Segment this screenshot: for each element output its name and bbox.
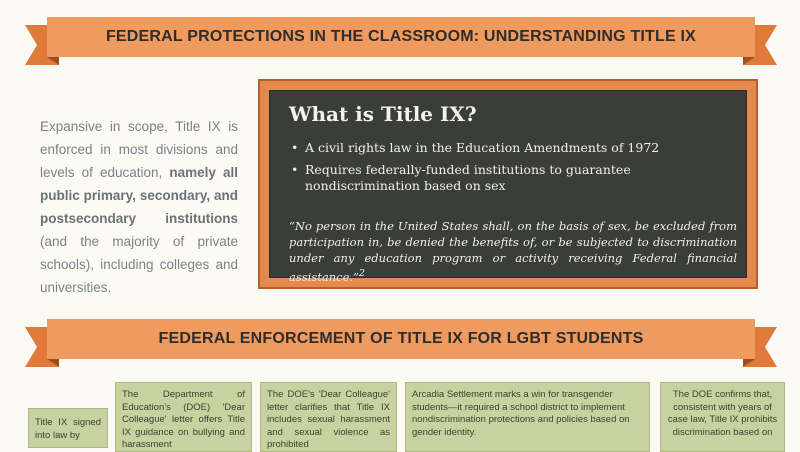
chalkboard	[269, 90, 747, 284]
timeline-card: The DOE confirms that, consistent with years of case law, Title IX prohibits discrimination based on	[660, 382, 785, 452]
section-ribbon-lgbt-enforcement	[25, 319, 777, 367]
quote-footnote: 2	[358, 268, 366, 279]
chalkboard-title: What is Title IX?	[289, 102, 477, 126]
section-ribbon-federal-protections	[25, 17, 777, 65]
timeline-card: Arcadia Settlement marks a win for transgender students—it required a school district to implement nondiscrimination protections and policies based on gender identity.	[405, 382, 650, 452]
timeline-card: The DOE's 'Dear Colleague' letter clarifies that Title IX includes sexual harassment and sexual violence as prohibited	[260, 382, 397, 452]
intro-emphasis-text: namely all public primary, secondary, and postsecondary institutions	[40, 165, 238, 226]
intro-paragraph	[40, 115, 238, 299]
chalkboard-bullet-list	[291, 140, 731, 200]
timeline-card: Title IX signed into law by	[28, 408, 108, 448]
page-title: FEDERAL PROTECTIONS IN THE CLASSROOM: UNDERSTANDING TITLE IX	[105, 28, 697, 45]
quote-text: “No person in the United States shall, on the basis of sex, be excluded from participation in, be denied the benefits of, or be subjected to discrimination under any education program or activity receiving Federal financial assistance.”	[289, 219, 737, 284]
intro-lead-text: Expansive in scope, Title IX is enforced in most divisions and levels of education,	[40, 119, 238, 180]
timeline-card: The Department of Education's (DOE) 'Dear Colleague' letter offers Title IX guidance on bullying and harassment	[115, 382, 252, 452]
chalkboard-bullet: • Requires federally-funded institutions to guarantee nondiscrimination based on sex	[291, 162, 731, 194]
intro-tail-text: (and the majority of private schools), including colleges and universities.	[40, 234, 238, 295]
chalkboard-bullet: • A civil rights law in the Education Amendments of 1972	[291, 140, 731, 156]
section-title: FEDERAL ENFORCEMENT OF TITLE IX FOR LGBT STUDENTS	[158, 330, 644, 347]
title-ix-quote	[289, 218, 737, 285]
chalkboard-frame	[258, 79, 758, 289]
